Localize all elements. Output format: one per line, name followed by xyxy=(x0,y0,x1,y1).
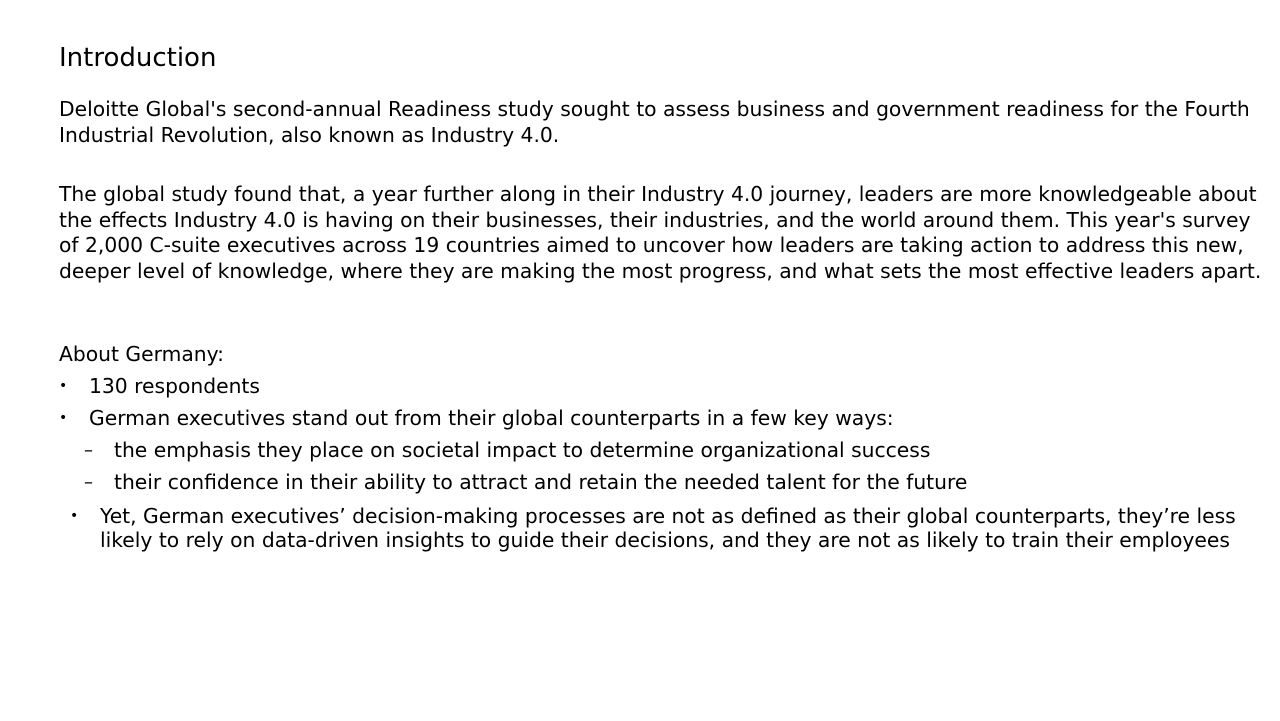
dash-marker: – xyxy=(84,472,93,493)
sub-bullet-text: their confidence in their ability to attract and retain the needed talent for the future xyxy=(114,470,968,494)
slide-content xyxy=(59,0,1274,721)
bullet-text: German executives stand out from their global counterparts in a few key ways: xyxy=(89,406,894,430)
intro-paragraph: Deloitte Global's second-annual Readiness study sought to assess business and government readiness for the Fourth Industrial Revolution, also known as Industry 4.0. xyxy=(59,97,1250,147)
findings-paragraph: The global study found that, a year further along in their Industry 4.0 journey, leaders are more knowledgeable about the effects Industry 4.0 is having on their businesses, their industries, and the world around them. This year's survey of 2,000 C-suite executives across 19 countries aimed to uncover how leaders are taking action to address this new, deeper level of knowledge, where they are making the most progress, and what sets the most effective leaders apart. xyxy=(59,182,1262,283)
bullet-marker: • xyxy=(59,410,68,426)
sub-bullet-text: the emphasis they place on societal impact to determine organizational success xyxy=(114,438,931,462)
bullet-marker: • xyxy=(70,508,79,524)
about-germany-heading: About Germany: xyxy=(59,342,224,366)
bullet-item xyxy=(70,504,1270,552)
slide-title: Introduction xyxy=(59,43,217,73)
dash-marker: – xyxy=(84,440,93,461)
bullet-marker: • xyxy=(59,378,68,394)
bullet-text: Yet, German executives’ decision-making processes are not as defined as their global counterparts, they’re less likely to rely on data-driven insights to guide their decisions, and they are not as likely to train their employees xyxy=(100,504,1236,552)
bullet-text: 130 respondents xyxy=(89,374,260,398)
